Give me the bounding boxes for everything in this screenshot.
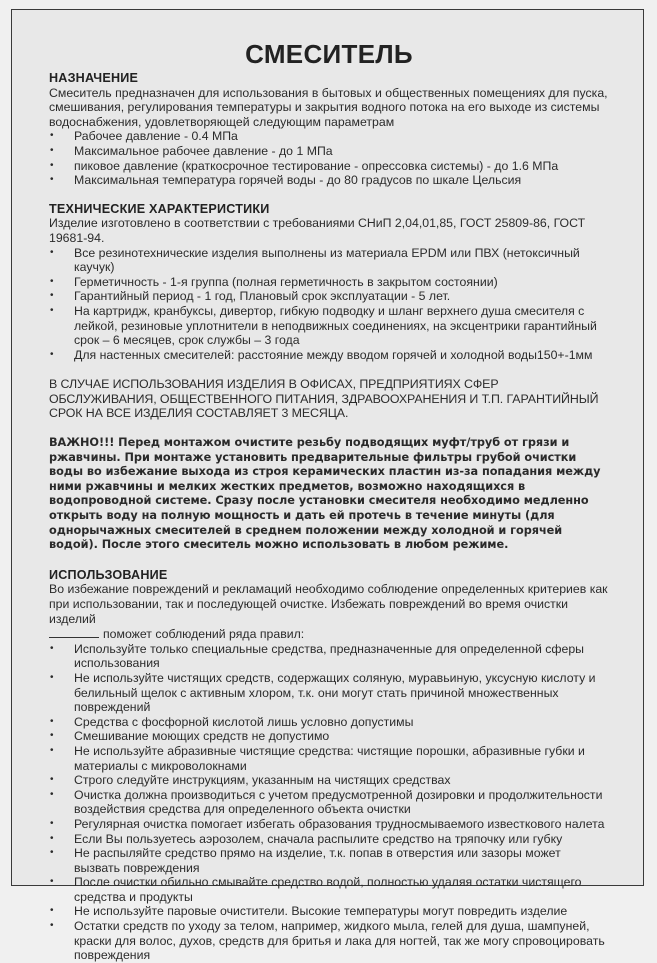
specs-section: [49, 202, 609, 363]
specs-list: [49, 246, 609, 363]
list-item-text: Строго следуйте инструкциям, указанным на чистящих средствах: [74, 773, 451, 788]
bullet-icon: •: [50, 159, 54, 171]
purpose-list: [49, 129, 609, 187]
bullet-icon: •: [50, 744, 54, 756]
usage-list: [49, 642, 609, 963]
blank-line: [49, 626, 99, 638]
spacer: [49, 553, 609, 568]
list-item: [49, 144, 609, 159]
bullet-icon: •: [50, 876, 54, 888]
list-item: [49, 904, 609, 919]
list-item: [49, 289, 609, 304]
bullet-icon: •: [50, 304, 54, 316]
bullet-icon: •: [50, 788, 54, 800]
list-item-text: Средства с фосфорной кислотой лишь условно допустимы: [74, 714, 414, 729]
list-item: [49, 832, 609, 847]
usage-text: [49, 582, 609, 641]
list-item-text: Не распыляйте средство прямо на изделие, т.к. попав в отверстия или зазоры может вызвать повреждения: [74, 846, 561, 875]
bullet-icon: •: [50, 920, 54, 932]
specs-text: Изделие изготовлено в соответствии с требованиями СНиП 2,04,01,85, ГОСТ 25809-86, ГОСТ 19681-94.: [49, 216, 586, 245]
list-item: [49, 715, 609, 730]
important-note: ВАЖНО!!! Перед монтажом очистите резьбу подводящих муфт/труб от грязи и ржавчины. При монтаже установить предварительные фильтры грубой очистки воды во избежание выхода из строя керамических пластин из-за попадания между ними ржавчины и мелких жестких предметов, возможно находящихся в водопроводной системе. Сразу после установки смесителя необходимо медленно открыть воду на полную мощность и дать ей протечь в течение минуты (для однорычажных смесителей в среднем положении между холодной и горячей водой). После этого смеситель можно использовать в любом режиме.: [49, 436, 601, 552]
list-item: [49, 875, 609, 904]
sheet-content: [49, 40, 609, 963]
bullet-icon: •: [50, 730, 54, 742]
bullet-icon: •: [50, 130, 54, 142]
usage-text-main: Во избежание повреждений и рекламаций необходимо соблюдение определенных критериев как при использовании, так и последующей очистке. Избежать повреждений во время очистки изделий: [49, 582, 608, 626]
list-item-text: После очистки обильно смывайте средство водой, полностью удаляя остатки чистящего средства и продукты: [74, 875, 582, 904]
bullet-icon: •: [50, 671, 54, 683]
list-item: [49, 275, 609, 290]
list-item: [49, 159, 609, 174]
list-item: [49, 246, 609, 275]
list-item: [49, 744, 609, 773]
list-item: [49, 348, 609, 363]
list-item-text: Смешивание моющих средств не допустимо: [74, 729, 330, 744]
spacer: [49, 421, 609, 436]
bullet-icon: •: [50, 290, 54, 302]
list-item: [49, 919, 609, 963]
bullet-icon: •: [50, 832, 54, 844]
list-item: [49, 129, 609, 144]
specs-heading: ТЕХНИЧЕСКИЕ ХАРАКТЕРИСТИКИ: [49, 201, 270, 216]
bullet-icon: •: [50, 174, 54, 186]
list-item-text: Не используйте чистящих средств, содержащих соляную, муравьиную, уксусную кислоту и белильный щелок с активным хлором, т.к. они могут стать причиной множественных повреждений: [74, 670, 596, 715]
bullet-icon: •: [50, 905, 54, 917]
list-item-text: Очистка должна производиться с учетом предусмотренной дозировки и продолжительности воздействия средства для определенного объекта очистки: [74, 787, 603, 817]
list-item-text: На картридж, кранбуксы, дивертор, гибкую подводку и шланг верхнего душа смесителя с лейкой, резиновые уплотнители в неподвижных соединениях, на эксцентрики гарантийный срок – 6 месяцев, срок службы – 3 года: [74, 303, 597, 348]
spacer: [49, 362, 609, 377]
bullet-icon: •: [50, 642, 54, 654]
list-item-text: Не используйте абразивные чистящие средства: чистящие порошки, абразивные губки и материалы с микроволокнами: [74, 743, 585, 773]
list-item-text: Не используйте паровые очистители. Высокие температуры могут повредить изделие: [74, 904, 568, 919]
usage-text-continued: поможет соблюдений ряда правил:: [103, 627, 305, 642]
list-item: [49, 173, 609, 188]
purpose-text: Смеситель предназначен для использования в бытовых и общественных помещениях для пуска, смешивания, регулирования температуры и закрытия водного потока на его выходе из системы водоснабжения, удовлетворяющей следующим параметрам: [49, 85, 608, 129]
list-item-text: Остатки средств по уходу за телом, например, жидкого мыла, гелей для душа, шампуней, краски для волос, духов, средств для бритья и лака для ногтей, так же могу спровоцировать повреждения: [74, 919, 605, 963]
list-item-text: пиковое давление (краткосрочное тестирование - опрессовка системы) - до 1.6 МПа: [74, 158, 559, 173]
list-item-text: Регулярная очистка помогает избегать образования трудносмываемого известкового налета: [74, 816, 605, 831]
list-item: [49, 671, 609, 715]
instruction-sheet: [11, 9, 644, 963]
list-item-text: Рабочее давление - 0.4 МПа: [74, 129, 238, 144]
bullet-icon: •: [50, 774, 54, 786]
list-item: [49, 788, 609, 817]
usage-heading: ИСПОЛЬЗОВАНИЕ: [49, 567, 168, 582]
document-title: СМЕСИТЕЛЬ: [245, 39, 413, 69]
list-item-text: Все резинотехнические изделия выполнены из материала EPDM или ПВХ (нетоксичный каучук): [74, 245, 580, 275]
bullet-icon: •: [50, 817, 54, 829]
spacer: [49, 188, 609, 202]
list-item: [49, 817, 609, 832]
list-item-text: Используйте только специальные средства, предназначенные для определенной сферы использования: [74, 641, 585, 671]
usage-section: [49, 568, 609, 963]
list-item: [49, 729, 609, 744]
purpose-section: [49, 71, 609, 188]
list-item: [49, 304, 609, 348]
bullet-icon: •: [50, 246, 54, 258]
bullet-icon: •: [50, 715, 54, 727]
bullet-icon: •: [50, 847, 54, 859]
bullet-icon: •: [50, 144, 54, 156]
list-item-text: Максимальное рабочее давление - до 1 МПа: [74, 143, 333, 158]
list-item-text: Если Вы пользуетесь аэрозолем, сначала распылите средство на тряпочку или губку: [74, 831, 563, 846]
list-item-text: Герметичность - 1-я группа (полная герметичность в закрытом состоянии): [74, 274, 498, 289]
list-item: [49, 773, 609, 788]
list-item-text: Для настенных смесителей: расстояние между вводом горячей и холодной воды150+-1мм: [74, 347, 593, 362]
bullet-icon: •: [50, 348, 54, 360]
list-item: [49, 642, 609, 671]
warranty-note: В СЛУЧАЕ ИСПОЛЬЗОВАНИЯ ИЗДЕЛИЯ В ОФИСАХ, ПРЕДПРИЯТИЯХ СФЕР ОБСЛУЖИВАНИЯ, ОБЩЕСТВЕННОГО ПИТАНИЯ, ЗДРАВООХРАНЕНИЯ И Т.П. ГАРАНТИЙНЫЙ СРОК НА ВСЕ ИЗДЕЛИЯ СОСТАВЛЯЕТ 3 МЕСЯЦА.: [49, 377, 599, 421]
list-item: [49, 846, 609, 875]
list-item-text: Гарантийный период - 1 год, Плановый срок эксплуатации - 5 лет.: [74, 289, 451, 304]
list-item-text: Максимальная температура горячей воды - до 80 градусов по шкале Цельсия: [74, 173, 522, 188]
purpose-heading: НАЗНАЧЕНИЕ: [49, 71, 139, 85]
bullet-icon: •: [50, 275, 54, 287]
